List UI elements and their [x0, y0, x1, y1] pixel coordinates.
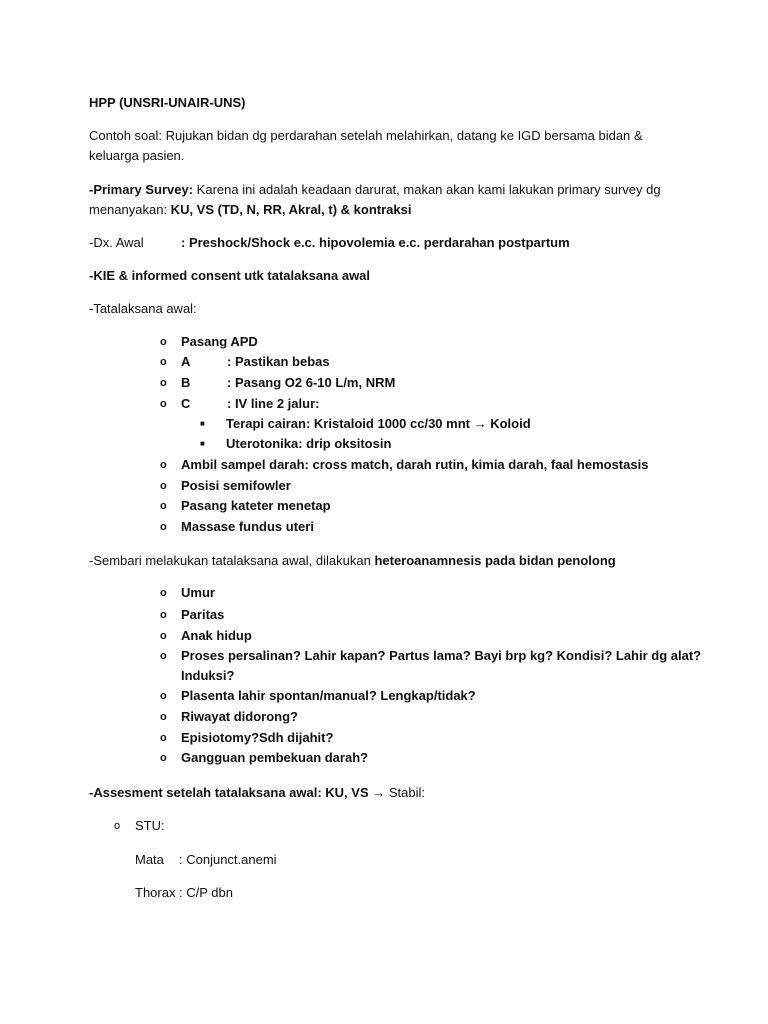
primary-survey-line-1 [89, 180, 661, 200]
bullet-circle-icon: o [160, 356, 167, 368]
dx-awal-value: : Preshock/Shock e.c. hipovolemia e.c. perdarahan postpartum [181, 235, 570, 250]
bullet-circle-icon: o [160, 630, 167, 642]
primary-survey-menanyakan: menanyakan: [89, 202, 168, 217]
bullet-circle-icon: o [160, 587, 167, 599]
bullet-circle-icon: o [160, 732, 167, 744]
contoh-soal-paragraph: Contoh soal: Rujukan bidan dg perdarahan setelah melahirkan, datang ke IGD bersama bidan & keluarga pasien. [89, 128, 643, 163]
bullet-circle-icon: o [160, 336, 167, 348]
thorax-line [135, 883, 233, 903]
bullet-circle-icon: o [160, 480, 167, 492]
bullet-square-icon: ■ [200, 419, 205, 428]
primary-survey-label: -Primary Survey: [89, 182, 194, 197]
dx-awal-label: -Dx. Awal [89, 235, 144, 250]
bullet-circle-icon: o [160, 377, 167, 389]
bullet-circle-icon: o [160, 609, 167, 621]
bullet-circle-icon: o [160, 690, 167, 702]
tatalaksana-heading: -Tatalaksana awal: [89, 301, 197, 316]
document-page: HPP (UNSRI-UNAIR-UNS) Contoh soal: Rujukan bidan dg perdarahan setelah melahirkan, datang ke IGD bersama bidan & keluarga pasien. -Primary Survey: Karena ini adalah keadaan darurat, makan akan kami lakukan primary survey dg menanyakan: KU, VS (TD, N, RR, Akral, t) & kontraksi -Dx. Awal : Preshock/Shock e.c. hipovolemia e.c. perdarahan postpartum -KIE & informed consent utk tatalaksana awal -Tatalaksana awal: o Pasang APD o A : Pastikan bebas o B : Pasang O2 6-10 L/m, NRM o C : IV line 2 jalur: ■ Terapi cairan: Kristaloid 1000 cc/30 mnt → Koloid ■ Uterotonika: drip oksitosin o Ambil sampel darah: cross match, darah rutin, kimia darah, faal hemostasis o Posisi semifowler o Pasang kateter menetap o Massase fundus uteri -Sembari melakukan tatalaksana awal, dilakukan heteroanamnesis pada bidan penolong o Umur o Paritas o Anak hidup o Proses persalinan? Lahir kapan? Partus lama? Bayi brp kg? Kondisi? Lahir dg alat? Induksi? o Plasenta lahir spontan/manual? Lengkap/tidak? o Riwayat didorong? o Episiotomy?Sdh dijahit? o Gangguan pembekuan darah? -Assesment setelah tatalaksana awal: KU, VS → Stabil: o STU: Mata : Conjunct.anemi Thorax : C/P dbn [0, 0, 768, 1024]
bullet-square-icon: ■ [200, 439, 205, 448]
mata-line [135, 850, 277, 870]
primary-survey-text: Karena ini adalah keadaan darurat, makan akan kami lakukan primary survey dg [193, 182, 661, 197]
mata-value: : Conjunct.anemi [179, 852, 277, 867]
bullet-circle-icon: o [160, 650, 167, 662]
bullet-circle-icon: o [160, 521, 167, 533]
assesment-line: -Assesment setelah tatalaksana awal: KU, VS → Stabil: [89, 785, 425, 800]
bullet-circle-icon: o [160, 752, 167, 764]
bullet-circle-icon: o [160, 459, 167, 471]
bullet-circle-icon: o [114, 820, 121, 832]
bullet-circle-icon: o [160, 500, 167, 512]
bullet-circle-icon: o [160, 711, 167, 723]
mata-label: Mata [135, 852, 164, 867]
dx-awal-line [89, 233, 570, 253]
primary-survey-line-2 [89, 200, 411, 220]
sembari-line: -Sembari melakukan tatalaksana awal, dilakukan heteroanamnesis pada bidan penolong [89, 553, 616, 568]
primary-survey-items: KU, VS (TD, N, RR, Akral, t) & kontraksi [167, 202, 412, 217]
document-title: HPP (UNSRI-UNAIR-UNS) [89, 95, 246, 110]
bullet-circle-icon: o [160, 398, 167, 410]
thorax-value: : C/P dbn [179, 885, 233, 900]
kie-line: -KIE & informed consent utk tatalaksana awal [89, 268, 371, 283]
thorax-label: Thorax [135, 885, 176, 900]
